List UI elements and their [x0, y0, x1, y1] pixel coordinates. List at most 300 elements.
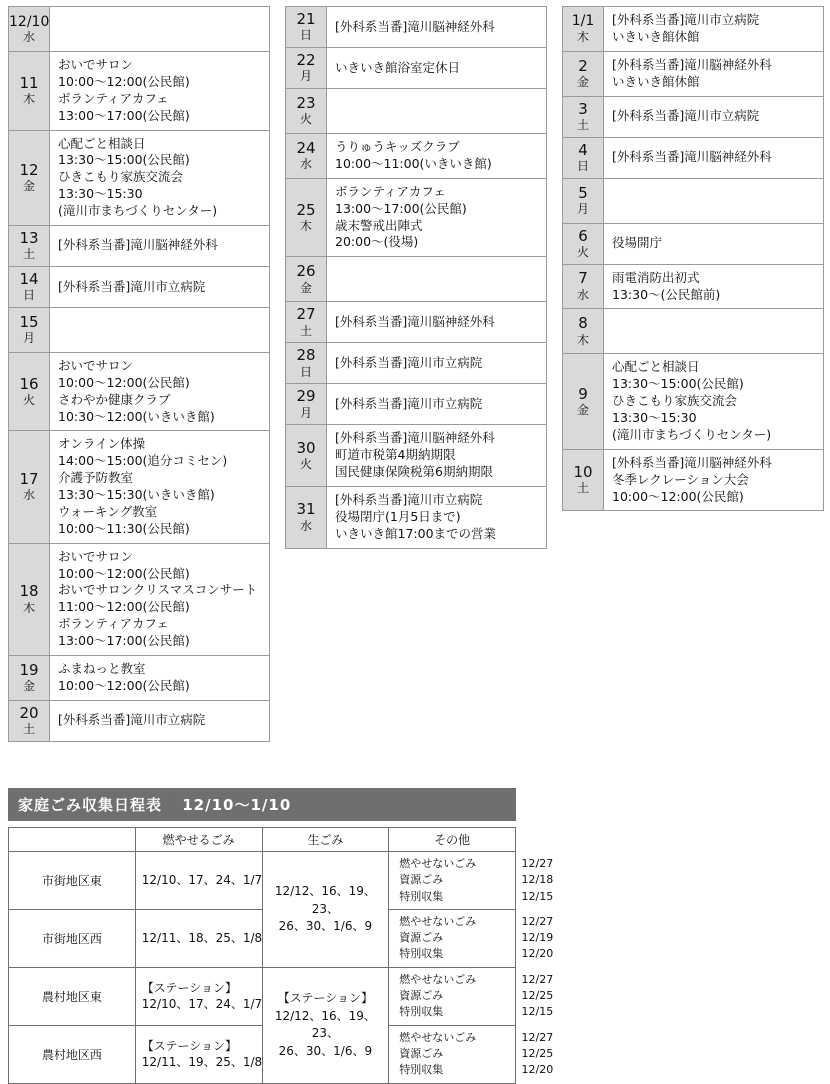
calendar-weekday: 土 [22, 721, 35, 736]
calendar-event-line: ボランティアカフェ [58, 90, 169, 106]
calendar-row [286, 425, 547, 487]
calendar-day-number: 9 [578, 384, 588, 403]
garbage-table-row [9, 852, 516, 910]
calendar-event-line: (滝川市まちづくりセンター) [612, 426, 772, 442]
header-burnable: 燃やせるごみ [135, 828, 262, 852]
calendar-event-line: [外科系当番]滝川市立病院 [58, 278, 206, 294]
garbage-other-date: 12/25 [521, 1046, 554, 1060]
garbage-other-date: 12/25 [521, 989, 554, 1003]
calendar-event-line: 役場開庁 [612, 235, 663, 251]
calendar-weekday: 日 [299, 364, 312, 379]
calendar-weekday: 月 [22, 331, 35, 346]
garbage-table-row [9, 967, 516, 1025]
calendar-row [286, 257, 547, 302]
calendar-day-number: 24 [296, 138, 316, 157]
calendar-weekday: 水 [576, 287, 589, 302]
garbage-other-cell [389, 1025, 554, 1083]
calendar-row [563, 223, 824, 264]
calendar-event-line: ボランティアカフェ [58, 616, 169, 632]
calendar-weekday: 土 [299, 323, 312, 338]
header-area [9, 828, 136, 852]
calendar-event-line: 町道市税第4期納期限 [335, 447, 456, 463]
calendar-event-line: 10:00〜12:00(公民館) [58, 677, 190, 693]
calendar-date-cell [286, 343, 327, 384]
calendar-row [286, 178, 547, 257]
calendar-event-line: いきいき館17:00までの営業 [335, 525, 497, 541]
garbage-other-date: 12/18 [521, 873, 554, 887]
garbage-other-cell [389, 852, 554, 910]
calendar-date-cell [9, 307, 50, 352]
calendar-day-number: 1/1 [571, 13, 595, 30]
calendar-event-line: おいでサロンクリスマスコンサート [58, 582, 258, 598]
calendar-day-number: 5 [578, 183, 588, 202]
garbage-other-row [395, 930, 563, 946]
garbage-other-row [395, 1062, 563, 1078]
calendar-day-number: 18 [19, 582, 39, 601]
calendar-event-line: 10:00〜11:00(いきいき館) [335, 155, 492, 171]
calendar-event-line: 10:00〜11:30(公民館) [58, 520, 190, 536]
garbage-burnable-date-list: 12/11、19、25、1/8 [141, 1055, 263, 1070]
calendar-event-line: 10:00〜12:00(公民館) [58, 374, 190, 390]
calendar-weekday: 月 [299, 69, 312, 84]
garbage-burnable-dates [135, 852, 262, 910]
calendar-day-number: 21 [296, 10, 316, 28]
calendar-weekday: 水 [299, 157, 312, 172]
garbage-other-date: 12/15 [521, 1005, 554, 1019]
garbage-other-row [395, 889, 563, 905]
calendar-day-number: 25 [296, 200, 316, 219]
garbage-burnable-date-list: 12/10、17、24、1/7 [141, 997, 263, 1012]
calendar-row [563, 137, 824, 178]
calendar-event-line: 10:00〜12:00(公民館) [612, 488, 744, 504]
garbage-burnable-station-note: 【ステーション】 [141, 981, 238, 996]
calendar-event-line: 介護予防教室 [58, 470, 134, 486]
calendar-date-cell [563, 7, 604, 52]
calendar-weekday: 金 [22, 679, 35, 694]
calendar-day-number: 12/10 [9, 13, 50, 30]
calendar-date-cell [286, 134, 327, 179]
garbage-other-label: 特別収集 [399, 1063, 444, 1077]
garbage-other-label: 資源ごみ [399, 931, 444, 945]
calendar-date-cell [563, 51, 604, 96]
calendar-date-cell [563, 178, 604, 223]
garbage-other-date: 12/20 [521, 1063, 554, 1077]
calendar-events-cell [327, 134, 547, 179]
calendar-events-cell [50, 130, 270, 225]
calendar-date-cell [9, 352, 50, 431]
calendar-table-2 [285, 6, 547, 549]
calendar-column-2 [285, 6, 547, 549]
garbage-table-header-row [9, 828, 516, 852]
calendar-date-cell [286, 7, 327, 48]
calendar-row [286, 89, 547, 134]
calendar-day-number: 19 [19, 660, 39, 679]
calendar-event-line: さわやか健康クラブ [58, 391, 171, 407]
calendar-events-cell [604, 264, 824, 309]
calendar-day-number: 29 [296, 387, 316, 406]
garbage-burnable-station-note: 【ステーション】 [141, 1038, 238, 1053]
calendar-row [9, 307, 270, 352]
calendar-row [563, 264, 824, 309]
calendar-events-cell [327, 425, 547, 487]
calendar-row [563, 309, 824, 354]
calendar-row [9, 130, 270, 225]
garbage-raw-dates [262, 967, 389, 1083]
garbage-other-date: 12/15 [521, 889, 554, 903]
garbage-other-row [395, 1004, 563, 1020]
calendar-weekday: 日 [299, 28, 312, 43]
calendar-event-line: [外科系当番]滝川市立病院 [335, 492, 483, 508]
calendar-date-cell [286, 425, 327, 487]
calendar-event-line: おいでサロン [58, 57, 134, 72]
calendar-event-line: [外科系当番]滝川脳神経外科 [612, 149, 772, 165]
calendar-row [286, 384, 547, 425]
garbage-other-date: 12/27 [521, 857, 554, 870]
calendar-row [286, 7, 547, 48]
garbage-other-row [395, 1030, 563, 1046]
calendar-row [9, 700, 270, 741]
calendar-events-cell [50, 52, 270, 131]
calendar-event-line: [外科系当番]滝川市立病院 [335, 396, 483, 412]
calendar-date-cell [563, 137, 604, 178]
calendar-column-3 [562, 6, 824, 511]
calendar-events-cell [327, 343, 547, 384]
calendar-event-line: [外科系当番]滝川脳神経外科 [335, 430, 495, 446]
calendar-day-number: 22 [296, 51, 316, 70]
calendar-events-cell [50, 543, 270, 655]
calendar-date-cell [286, 302, 327, 343]
calendar-date-cell [286, 178, 327, 257]
garbage-other-label: 資源ごみ [399, 1046, 444, 1060]
garbage-raw-dates [262, 852, 389, 968]
calendar-event-line: オンライン体操 [58, 436, 146, 452]
calendar-row [9, 431, 270, 543]
calendar-weekday: 日 [22, 288, 35, 303]
calendar-event-line: 13:00〜17:00(公民館) [335, 200, 467, 216]
calendar-date-cell [563, 449, 604, 511]
calendar-date-cell [286, 257, 327, 302]
garbage-other-date: 12/27 [521, 972, 554, 986]
calendar-day-number: 14 [19, 269, 39, 288]
calendar-event-line: 冬季レクレーション大会 [612, 471, 749, 487]
calendar-row [9, 352, 270, 431]
calendar-date-cell [9, 431, 50, 543]
calendar-weekday: 土 [576, 481, 589, 496]
calendar-event-line: おいでサロン [58, 357, 134, 373]
calendar-weekday: 木 [22, 91, 35, 106]
calendar-day-number: 20 [19, 703, 39, 722]
garbage-burnable-date-list: 12/11、18、25、1/8 [141, 931, 263, 946]
calendar-event-line: [外科系当番]滝川市立病院 [612, 12, 760, 27]
calendar-day-number: 30 [296, 438, 316, 457]
calendar-events-cell [327, 302, 547, 343]
calendar-event-line: [外科系当番]滝川脳神経外科 [335, 18, 495, 34]
calendar-row [563, 354, 824, 449]
calendar-date-cell [286, 384, 327, 425]
calendar-weekday: 木 [22, 600, 35, 615]
calendar-event-line: いきいき館浴室定休日 [335, 59, 461, 75]
garbage-burnable-dates [135, 967, 262, 1025]
calendar-event-line: 歳末警戒出陣式 [335, 217, 423, 233]
calendar-day-number: 23 [296, 94, 316, 113]
calendar-date-cell [563, 96, 604, 137]
garbage-raw-station-note: 【ステーション】 [277, 991, 374, 1006]
calendar-row [563, 51, 824, 96]
calendar-event-line: 10:00〜12:00(公民館) [58, 565, 190, 581]
calendar-events-cell [604, 137, 824, 178]
calendar-row [9, 225, 270, 266]
header-raw: 生ごみ [262, 828, 389, 852]
calendar-events-cell [327, 48, 547, 89]
calendar-events-cell [604, 178, 824, 223]
calendar-event-line: おいでサロン [58, 548, 134, 564]
garbage-schedule-period: 12/10〜1/10 [182, 796, 292, 814]
calendar-day-number: 7 [578, 269, 588, 288]
calendar-event-line: 13:30〜15:30(いきいき館) [58, 487, 215, 503]
calendar-event-line: ひきこもり家族交流会 [612, 393, 738, 409]
calendar-events-cell [604, 309, 824, 354]
calendar-row [286, 302, 547, 343]
calendar-day-number: 16 [19, 374, 39, 393]
calendar-row [563, 178, 824, 223]
calendar-weekday: 金 [576, 74, 589, 89]
calendar-day-number: 28 [296, 346, 316, 365]
calendar-weekday: 金 [299, 280, 312, 295]
calendar-weekday: 水 [22, 29, 35, 44]
calendar-event-line: 13:30〜15:30 [612, 410, 697, 426]
calendar-events-cell [327, 257, 547, 302]
calendar-day-number: 15 [19, 312, 39, 331]
calendar-row [286, 134, 547, 179]
calendar-weekday: 日 [576, 158, 589, 173]
calendar-event-line: 11:00〜12:00(公民館) [58, 599, 190, 615]
garbage-other-cell [389, 909, 554, 967]
garbage-area-label: 農村地区東 [9, 967, 136, 1025]
garbage-area-label: 農村地区西 [9, 1025, 136, 1083]
calendar-row [563, 449, 824, 511]
calendar-event-line: 13:30〜(公民館前) [612, 286, 721, 302]
calendar-event-line: 14:00〜15:00(追分コミセン) [58, 453, 228, 469]
calendar-event-line: 20:00〜(役場) [335, 234, 419, 250]
calendar-date-cell [286, 48, 327, 89]
calendar-date-cell [286, 89, 327, 134]
calendar-events-cell [50, 7, 270, 52]
calendar-events-cell [327, 7, 547, 48]
calendar-table-1 [8, 6, 270, 742]
calendar-day-number: 3 [578, 99, 588, 118]
calendar-event-line: ふまねっと教室 [58, 660, 146, 676]
calendar-events-cell [50, 700, 270, 741]
calendar-day-number: 4 [578, 140, 588, 159]
calendar-date-cell [9, 7, 50, 52]
calendar-event-line: 13:30〜15:00(公民館) [58, 152, 190, 168]
garbage-schedule-table [8, 827, 554, 1084]
calendar-weekday: 木 [299, 218, 312, 233]
calendar-weekday: 木 [576, 29, 589, 44]
garbage-schedule-section [8, 788, 554, 1084]
garbage-other-row [395, 872, 563, 888]
garbage-other-row [395, 856, 563, 872]
calendar-day-number: 10 [573, 463, 593, 482]
calendar-event-line: [外科系当番]滝川市立病院 [612, 108, 760, 124]
calendar-events-cell [50, 655, 270, 700]
garbage-other-label: 燃やせないごみ [399, 972, 477, 986]
calendar-date-cell [563, 223, 604, 264]
garbage-other-label: 資源ごみ [399, 873, 444, 887]
calendar-event-line: 心配ごと相談日 [58, 135, 146, 151]
calendar-events-cell [50, 307, 270, 352]
garbage-raw-date-line: 26、30、1/6、9 [278, 919, 373, 934]
calendar-event-line: 国民健康保険税第6期納期限 [335, 464, 493, 480]
calendar-event-line: 10:30〜12:00(いきいき館) [58, 408, 215, 424]
calendar-date-cell [9, 266, 50, 307]
calendar-events-cell [327, 89, 547, 134]
calendar-day-number: 11 [19, 73, 39, 92]
calendar-day-number: 17 [19, 470, 39, 489]
calendar-event-line: [外科系当番]滝川脳神経外科 [335, 313, 495, 329]
calendar-weekday: 土 [22, 247, 35, 262]
calendar-event-line: ひきこもり家族交流会 [58, 169, 184, 185]
calendar-event-line: 13:00〜17:00(公民館) [58, 107, 190, 123]
garbage-other-date: 12/19 [521, 931, 554, 945]
garbage-other-date: 12/27 [521, 1030, 554, 1044]
calendar-events-cell [604, 96, 824, 137]
garbage-other-date: 12/20 [521, 947, 554, 961]
calendar-event-line: 雨電消防出初式 [612, 269, 700, 285]
calendar-events-cell [604, 354, 824, 449]
calendar-events-cell [604, 449, 824, 511]
calendar-day-number: 27 [296, 305, 316, 324]
calendar-day-number: 6 [578, 226, 588, 245]
calendar-event-line: 13:00〜17:00(公民館) [58, 633, 190, 649]
calendar-event-line: [外科系当番]滝川脳神経外科 [612, 56, 772, 72]
calendar-row [286, 343, 547, 384]
garbage-burnable-dates [135, 909, 262, 967]
calendar-date-cell [563, 264, 604, 309]
calendar-event-line: [外科系当番]滝川脳神経外科 [612, 454, 772, 470]
garbage-other-label: 燃やせないごみ [399, 1030, 477, 1044]
calendar-weekday: 金 [576, 402, 589, 417]
garbage-schedule-title: 家庭ごみ収集日程表 [18, 796, 163, 814]
calendar-row [9, 7, 270, 52]
calendar-column-1 [8, 6, 270, 742]
calendar-event-line: 10:00〜12:00(公民館) [58, 73, 190, 89]
garbage-other-label: 特別収集 [399, 947, 444, 961]
garbage-other-row [395, 988, 563, 1004]
garbage-other-row [395, 914, 563, 930]
calendar-event-line: 13:30〜15:30 [58, 186, 143, 202]
calendar-table-3 [562, 6, 824, 511]
calendar-events-cell [327, 178, 547, 257]
calendar-date-cell [563, 354, 604, 449]
calendar-weekday: 火 [576, 244, 589, 259]
calendar-weekday: 金 [22, 178, 35, 193]
calendar-weekday: 水 [22, 488, 35, 503]
garbage-area-label: 市街地区東 [9, 852, 136, 910]
calendar-date-cell [9, 543, 50, 655]
header-other: その他 [389, 828, 516, 852]
calendar-weekday: 火 [299, 112, 312, 127]
calendar-date-cell [9, 225, 50, 266]
calendar-date-cell [9, 655, 50, 700]
calendar-weekday: 火 [299, 457, 312, 472]
calendar-day-number: 13 [19, 228, 39, 247]
garbage-other-row [395, 1046, 563, 1062]
calendar-date-cell [563, 309, 604, 354]
calendar-row [286, 487, 547, 549]
calendar-event-line: 13:30〜15:00(公民館) [612, 376, 744, 392]
calendar-events-cell [604, 51, 824, 96]
calendar-weekday: 月 [299, 405, 312, 420]
calendar-row [9, 543, 270, 655]
calendar-weekday: 水 [299, 518, 312, 533]
calendar-event-line: 役場閉庁(1月5日まで) [335, 508, 461, 524]
calendar-day-number: 26 [296, 262, 316, 281]
calendar-event-line: ウォーキング教室 [58, 503, 158, 519]
garbage-other-date: 12/27 [521, 914, 554, 928]
calendar-event-line: (滝川市まちづくりセンター) [58, 203, 218, 218]
calendar-date-cell [9, 130, 50, 225]
calendar-events-cell [327, 487, 547, 549]
garbage-other-label: 資源ごみ [399, 989, 444, 1003]
calendar-weekday: 土 [576, 117, 589, 132]
garbage-other-label: 燃やせないごみ [399, 914, 477, 928]
garbage-other-row [395, 946, 563, 962]
garbage-burnable-dates [135, 1025, 262, 1083]
calendar-event-line: [外科系当番]滝川脳神経外科 [58, 237, 218, 253]
garbage-other-label: 燃やせないごみ [399, 857, 477, 870]
calendar-weekday: 火 [22, 392, 35, 407]
calendar-weekday: 月 [576, 201, 589, 216]
garbage-other-label: 特別収集 [399, 889, 444, 903]
calendar-row [9, 52, 270, 131]
calendar-row [563, 7, 824, 52]
calendar-event-line: うりゅうキッズクラブ [335, 139, 460, 155]
calendar-events-cell [50, 352, 270, 431]
calendar-row [563, 96, 824, 137]
calendar-event-line: いきいき館休館 [612, 28, 700, 44]
calendar-day-number: 8 [578, 314, 588, 333]
calendar-row [9, 266, 270, 307]
garbage-other-cell [389, 967, 554, 1025]
calendar-day-number: 31 [296, 500, 316, 519]
calendar-events-cell [50, 225, 270, 266]
calendar-date-cell [286, 487, 327, 549]
calendar-event-line: [外科系当番]滝川市立病院 [58, 712, 206, 728]
calendar-events-cell [604, 223, 824, 264]
calendar-day-number: 2 [578, 56, 588, 75]
calendar-events-cell [327, 384, 547, 425]
calendar-date-cell [9, 700, 50, 741]
garbage-area-label: 市街地区西 [9, 909, 136, 967]
calendar-events-cell [50, 431, 270, 543]
calendar-event-line: ボランティアカフェ [335, 183, 446, 199]
garbage-raw-date-line: 12/12、16、19、23、 [274, 884, 376, 916]
calendar-row [9, 655, 270, 700]
calendar-events-cell [50, 266, 270, 307]
garbage-schedule-header [8, 788, 516, 821]
garbage-burnable-date-list: 12/10、17、24、1/7 [141, 873, 263, 888]
calendar-events-cell [604, 7, 824, 52]
garbage-raw-date-line: 26、30、1/6、9 [278, 1043, 373, 1058]
garbage-other-row [395, 972, 563, 988]
garbage-raw-date-line: 12/12、16、19、23、 [274, 1008, 376, 1041]
calendar-date-cell [9, 52, 50, 131]
calendar-day-number: 12 [19, 160, 39, 179]
calendar-event-line: [外科系当番]滝川市立病院 [335, 354, 483, 370]
calendar-event-line: いきいき館休館 [612, 73, 700, 89]
calendar-weekday: 木 [576, 332, 589, 347]
